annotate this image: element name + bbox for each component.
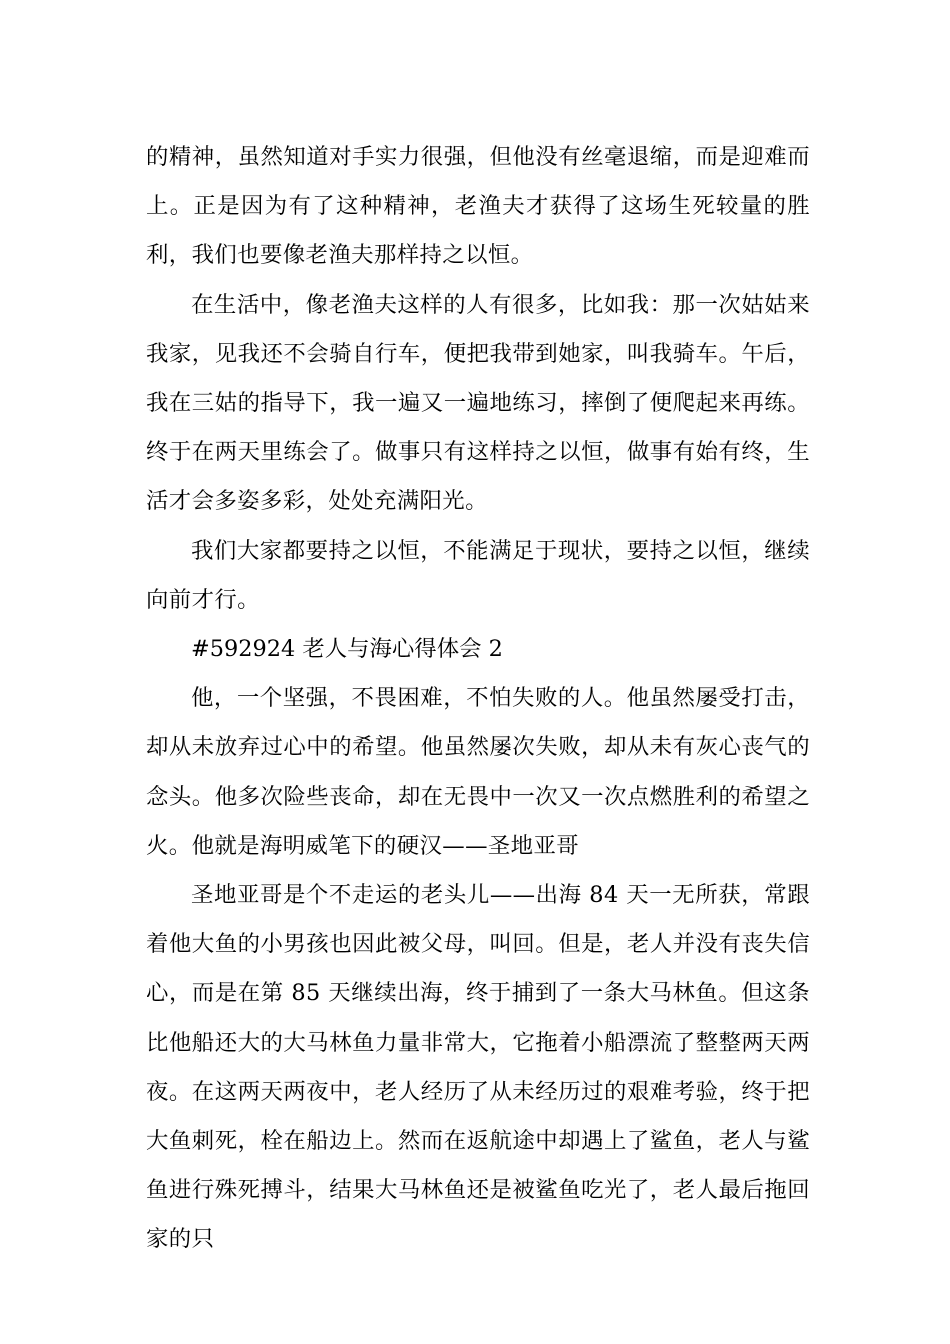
section-heading: #592924 老人与海心得体会 2: [191, 636, 503, 663]
paragraph-4: 他，一个坚强，不畏困难，不怕失败的人。他虽然屡受打击，却从未放弃过心中的希望。他虽然屡次失败，却从未有灰心丧气的念头。他多次险些丧命，却在无畏中一次又一次点燃胜利的希望之火。他就是海明威笔下的硬汉——圣地亚哥: [146, 685, 810, 859]
paragraph-5: 圣地亚哥是个不走运的老头儿——出海 84 天一无所获，常跟着他大鱼的小男孩也因此被父母，叫回。但是，老人并没有丧失信心，而是在第 85 天继续出海，终于捕到了一条大马林鱼。但这条比他船还大的大马林鱼力量非常大，它拖着小船漂流了整整两天两夜。在这两天两夜中，老人经历了从未经历过的艰难考验，终于把大鱼刺死，栓在船边上。然而在返航途中却遇上了鲨鱼，老人与鲨鱼进行殊死搏斗，结果大马林鱼还是被鲨鱼吃光了，老人最后拖回家的只: [146, 882, 810, 1253]
paragraph-3: 我们大家都要持之以恒，不能满足于现状，要持之以恒，继续向前才行。: [146, 537, 810, 613]
paragraph-2: 在生活中，像老渔夫这样的人有很多，比如我：那一次姑姑来我家，见我还不会骑自行车，便把我带到她家，叫我骑车。午后，我在三姑的指导下，我一遍又一遍地练习，摔倒了便爬起来再练。终于在两天里练会了。做事只有这样持之以恒，做事有始有终，生活才会多姿多彩，处处充满阳光。: [146, 291, 810, 515]
paragraph-1: 的精神，虽然知道对手实力很强，但他没有丝毫退缩，而是迎难而上。正是因为有了这种精神，老渔夫才获得了这场生死较量的胜利，我们也要像老渔夫那样持之以恒。: [146, 144, 810, 269]
